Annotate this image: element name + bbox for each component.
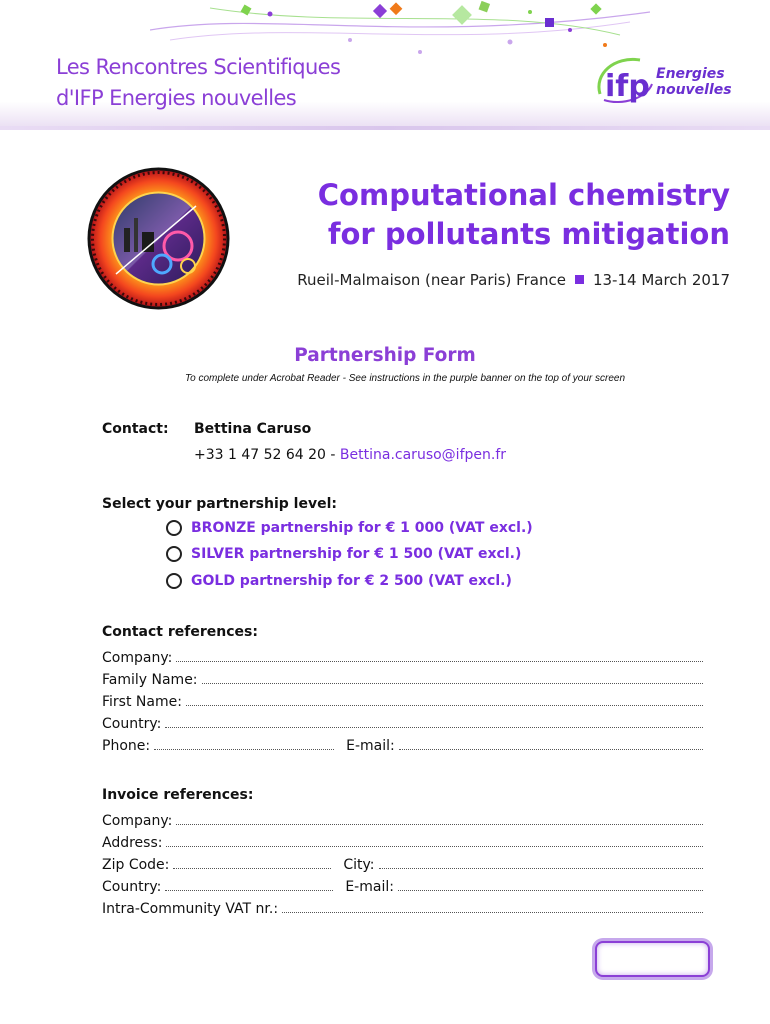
invoice-company-row: [102, 813, 705, 835]
contact-phone: +33 1 47 52 64 20 -: [194, 447, 340, 463]
contact-name: Bettina Caruso: [194, 421, 312, 437]
contact-email-label: E-mail:: [346, 738, 395, 754]
logo-ifp-text: ifp: [605, 69, 650, 104]
contact-phone-field[interactable]: [154, 748, 334, 750]
gold-option-label: GOLD partnership for € 2 500 (VAT excl.): [191, 573, 512, 589]
logo-nouvelles-text: nouvelles: [656, 82, 732, 98]
brand-title-line-2: d'IFP Energies nouvelles: [56, 86, 297, 110]
invoice-country-label: Country:: [102, 879, 162, 895]
contact-phone-line: [194, 447, 506, 463]
contact-family-name-field[interactable]: [202, 682, 703, 684]
bronze-option[interactable]: [166, 520, 533, 536]
conference-location-dates: [297, 271, 730, 289]
submit-button[interactable]: [595, 941, 710, 977]
contact-family-name-row: [102, 672, 705, 694]
brand-title-line-1: Les Rencontres Scientifiques: [56, 55, 341, 79]
conference-emblem-image: [86, 166, 231, 311]
conference-location: Rueil-Malmaison (near Paris) France: [297, 271, 566, 289]
contact-first-name-field[interactable]: [186, 704, 703, 706]
invoice-zip-label: Zip Code:: [102, 857, 170, 873]
bronze-radio[interactable]: [166, 520, 182, 536]
contact-company-row: [102, 650, 705, 672]
contact-label: Contact:: [102, 421, 169, 437]
header-confetti-decoration: [150, 0, 650, 60]
form-title: Partnership Form: [294, 345, 476, 366]
gold-radio[interactable]: [166, 573, 182, 589]
header-divider: [0, 126, 770, 130]
invoice-zip-city-row: [102, 857, 705, 879]
invoice-email-field[interactable]: [398, 889, 703, 891]
invoice-zip-field[interactable]: [173, 867, 331, 869]
contact-phone-label: Phone:: [102, 738, 151, 754]
contact-email-link[interactable]: Bettina.caruso@ifpen.fr: [339, 447, 507, 463]
invoice-city-field[interactable]: [379, 867, 703, 869]
invoice-references-label: Invoice references:: [102, 787, 254, 803]
bronze-option-label: BRONZE partnership for € 1 000 (VAT excl.): [191, 520, 533, 536]
contact-company-label: Company:: [102, 650, 173, 666]
invoice-vat-label: Intra-Community VAT nr.:: [102, 901, 279, 917]
invoice-address-label: Address:: [102, 835, 163, 851]
contact-references-label: Contact references:: [102, 624, 258, 640]
gold-option[interactable]: [166, 573, 512, 589]
invoice-vat-row: [102, 901, 705, 923]
conference-title-line-2: for pollutants mitigation: [327, 217, 730, 251]
contact-country-label: Country:: [102, 716, 162, 732]
invoice-vat-field[interactable]: [282, 911, 703, 913]
invoice-company-field[interactable]: [176, 823, 703, 825]
contact-country-row: [102, 716, 705, 738]
conference-dates: 13-14 March 2017: [592, 271, 730, 289]
invoice-address-row: [102, 835, 705, 857]
silver-option-label: SILVER partnership for € 1 500 (VAT excl.): [191, 546, 522, 562]
logo-energies-text: Energies: [656, 66, 725, 82]
contact-first-name-label: First Name:: [102, 694, 182, 710]
contact-first-name-row: [102, 694, 705, 716]
invoice-country-field[interactable]: [165, 889, 333, 891]
contact-family-name-label: Family Name:: [102, 672, 198, 688]
contact-company-field[interactable]: [176, 660, 703, 662]
silver-option[interactable]: [166, 546, 521, 562]
partnership-level-label: Select your partnership level:: [102, 496, 337, 512]
ifpen-logo: [592, 54, 742, 106]
invoice-company-label: Company:: [102, 813, 173, 829]
invoice-city-label: City:: [343, 857, 375, 873]
conference-title-line-1: Computational chemistry: [317, 178, 730, 212]
invoice-country-email-row: [102, 879, 705, 901]
contact-phone-email-row: [102, 738, 705, 760]
invoice-email-label: E-mail:: [345, 879, 394, 895]
separator-square-icon: [575, 275, 584, 284]
silver-radio[interactable]: [166, 546, 182, 562]
form-instructions: To complete under Acrobat Reader - See instructions in the purple banner on the top of your screen: [184, 373, 626, 384]
contact-email-field[interactable]: [399, 748, 703, 750]
contact-country-field[interactable]: [165, 726, 703, 728]
invoice-address-field[interactable]: [166, 845, 703, 847]
